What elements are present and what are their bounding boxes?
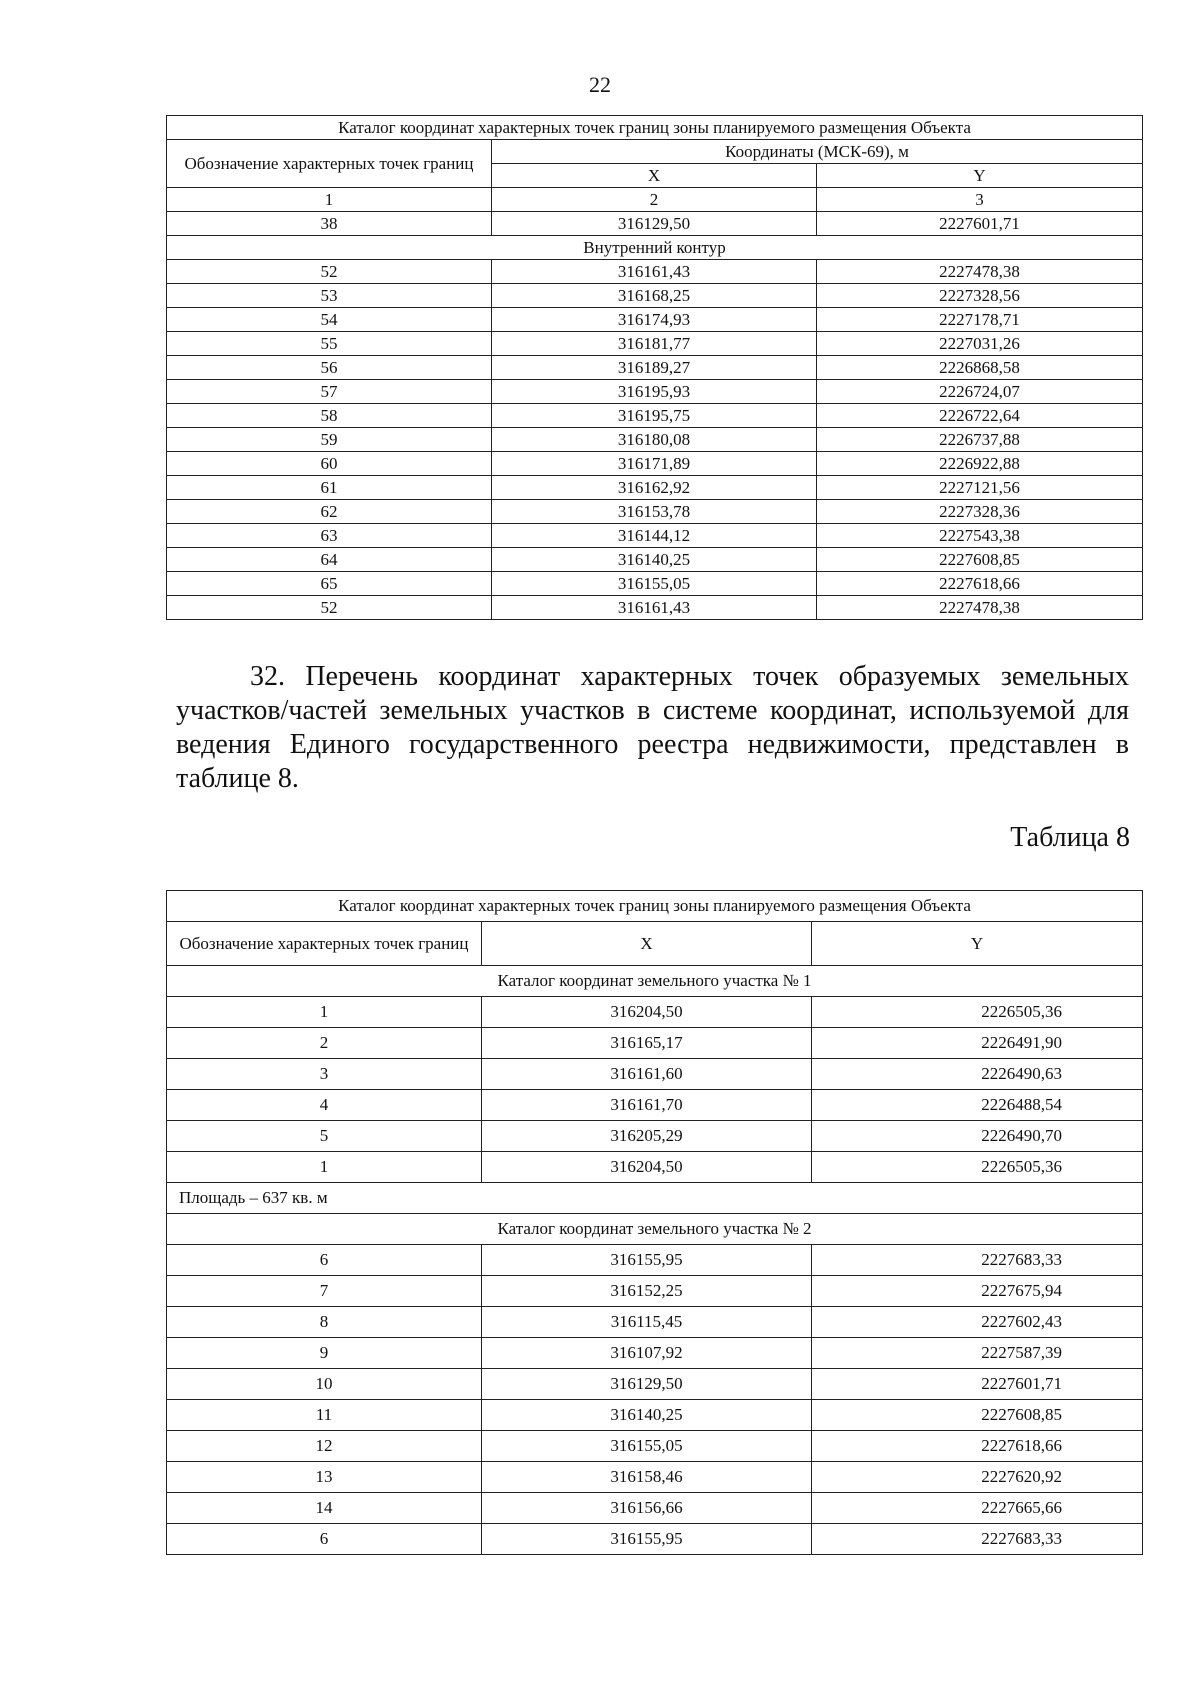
- y-cell: 2226922,88: [817, 452, 1143, 476]
- point-cell: 60: [167, 452, 492, 476]
- x-cell: 316140,25: [492, 548, 817, 572]
- x-cell: 316152,25: [482, 1276, 812, 1307]
- y-cell: 2226505,36: [812, 997, 1143, 1028]
- point-cell: 8: [167, 1307, 482, 1338]
- table-row: [167, 1493, 1143, 1524]
- y-cell: 2227601,71: [812, 1369, 1143, 1400]
- table-row: [167, 596, 1143, 620]
- x-cell: 316162,92: [492, 476, 817, 500]
- point-designation-header: Обозначение характерных точек границ: [167, 922, 482, 966]
- y-cell: 2226490,70: [812, 1121, 1143, 1152]
- x-cell: 316156,66: [482, 1493, 812, 1524]
- header-row: [167, 140, 1143, 164]
- point-cell: 10: [167, 1369, 482, 1400]
- x-cell: 316140,25: [482, 1400, 812, 1431]
- parcel-area: Площадь – 637 кв. м: [167, 1183, 1143, 1214]
- x-cell: 316195,93: [492, 380, 817, 404]
- x-cell: 316205,29: [482, 1121, 812, 1152]
- x-cell: 316195,75: [492, 404, 817, 428]
- table-row: [167, 1059, 1143, 1090]
- parcel-area-row: [167, 1183, 1143, 1214]
- y-cell: 2227602,43: [812, 1307, 1143, 1338]
- y-cell: 2227675,94: [812, 1276, 1143, 1307]
- table-row: [167, 1028, 1143, 1059]
- y-cell: 2227618,66: [817, 572, 1143, 596]
- x-header: X: [482, 922, 812, 966]
- point-cell: 7: [167, 1276, 482, 1307]
- column-number-row: [167, 188, 1143, 212]
- table-row: [167, 997, 1143, 1028]
- y-cell: 2227587,39: [812, 1338, 1143, 1369]
- point-cell: 12: [167, 1431, 482, 1462]
- x-cell: 316161,60: [482, 1059, 812, 1090]
- y-header: Y: [812, 922, 1143, 966]
- y-cell: 2227178,71: [817, 308, 1143, 332]
- point-cell: 59: [167, 428, 492, 452]
- parcel-title: Каталог координат земельного участка № 2: [167, 1214, 1143, 1245]
- table-row: [167, 212, 1143, 236]
- table-row: [167, 1121, 1143, 1152]
- y-cell: 2226488,54: [812, 1090, 1143, 1121]
- point-cell: 52: [167, 260, 492, 284]
- table-row: [167, 1431, 1143, 1462]
- column-number: 2: [492, 188, 817, 212]
- page-number: 22: [589, 72, 611, 97]
- table-row: [167, 524, 1143, 548]
- point-cell: 9: [167, 1338, 482, 1369]
- x-cell: 316161,70: [482, 1090, 812, 1121]
- table-row: [167, 260, 1143, 284]
- table-row: [167, 380, 1143, 404]
- parcel-title-row: [167, 1214, 1143, 1245]
- x-cell: 316129,50: [482, 1369, 812, 1400]
- y-cell: 2227328,56: [817, 284, 1143, 308]
- point-cell: 2: [167, 1028, 482, 1059]
- table-8-label: Таблица 8: [1010, 822, 1130, 853]
- point-cell: 65: [167, 572, 492, 596]
- point-cell: 64: [167, 548, 492, 572]
- x-cell: 316180,08: [492, 428, 817, 452]
- x-cell: 316144,12: [492, 524, 817, 548]
- y-cell: 2227608,85: [817, 548, 1143, 572]
- table-title-row: [167, 891, 1143, 922]
- x-cell: 316165,17: [482, 1028, 812, 1059]
- table-row: [167, 1462, 1143, 1493]
- y-cell: 2227683,33: [812, 1245, 1143, 1276]
- table-row: [167, 1152, 1143, 1183]
- table-row: [167, 1245, 1143, 1276]
- y-cell: 2227618,66: [812, 1431, 1143, 1462]
- y-header: Y: [817, 164, 1143, 188]
- x-cell: 316181,77: [492, 332, 817, 356]
- point-cell: 56: [167, 356, 492, 380]
- point-cell: 54: [167, 308, 492, 332]
- y-cell: 2227601,71: [817, 212, 1143, 236]
- y-cell: 2226737,88: [817, 428, 1143, 452]
- table-row: [167, 356, 1143, 380]
- y-cell: 2227608,85: [812, 1400, 1143, 1431]
- point-cell: 5: [167, 1121, 482, 1152]
- table-row: [167, 500, 1143, 524]
- point-cell: 57: [167, 380, 492, 404]
- point-cell: 11: [167, 1400, 482, 1431]
- y-cell: 2226724,07: [817, 380, 1143, 404]
- parcel-title: Каталог координат земельного участка № 1: [167, 966, 1143, 997]
- x-cell: 316189,27: [492, 356, 817, 380]
- point-cell: 58: [167, 404, 492, 428]
- point-cell: 62: [167, 500, 492, 524]
- coordinates-table-continued: [166, 115, 1143, 620]
- x-cell: 316155,05: [492, 572, 817, 596]
- table-row: [167, 1524, 1143, 1555]
- point-cell: 6: [167, 1245, 482, 1276]
- table-row: [167, 572, 1143, 596]
- table-title: Каталог координат характерных точек границ зоны планируемого размещения Объекта: [167, 891, 1143, 922]
- point-cell: 4: [167, 1090, 482, 1121]
- table-row: [167, 404, 1143, 428]
- column-number: 1: [167, 188, 492, 212]
- point-cell: 1: [167, 1152, 482, 1183]
- x-cell: 316174,93: [492, 308, 817, 332]
- x-cell: 316204,50: [482, 1152, 812, 1183]
- paragraph-32: [176, 660, 1129, 796]
- paragraph-text: 32. Перечень координат характерных точек образуемых земельных участков/частей земельных участков в системе координат, используемой для ведения Единого государственного реестра недвижимости, представлен в таблице 8.: [176, 661, 1129, 794]
- point-cell: 55: [167, 332, 492, 356]
- table-row: [167, 428, 1143, 452]
- table-title: Каталог координат характерных точек границ зоны планируемого размещения Объекта: [167, 116, 1143, 140]
- x-cell: 316168,25: [492, 284, 817, 308]
- y-cell: 2226491,90: [812, 1028, 1143, 1059]
- table-row: [167, 332, 1143, 356]
- table-row: [167, 1090, 1143, 1121]
- table-8: [166, 890, 1143, 1555]
- point-cell: 1: [167, 997, 482, 1028]
- table-row: [167, 1307, 1143, 1338]
- x-cell: 316155,95: [482, 1524, 812, 1555]
- parcel-title-row: [167, 966, 1143, 997]
- y-cell: 2227683,33: [812, 1524, 1143, 1555]
- x-cell: 316158,46: [482, 1462, 812, 1493]
- point-cell: 3: [167, 1059, 482, 1090]
- y-cell: 2227620,92: [812, 1462, 1143, 1493]
- x-cell: 316161,43: [492, 596, 817, 620]
- table-row: [167, 452, 1143, 476]
- table-row: [167, 284, 1143, 308]
- point-cell: 63: [167, 524, 492, 548]
- y-cell: 2227328,36: [817, 500, 1143, 524]
- point-cell: 52: [167, 596, 492, 620]
- y-cell: 2227031,26: [817, 332, 1143, 356]
- x-cell: 316153,78: [492, 500, 817, 524]
- coordinates-header: Координаты (МСК-69), м: [492, 140, 1143, 164]
- x-cell: 316155,05: [482, 1431, 812, 1462]
- x-cell: 316171,89: [492, 452, 817, 476]
- header-row: [167, 922, 1143, 966]
- inner-contour-label-row: [167, 236, 1143, 260]
- point-designation-header: Обозначение характерных точек границ: [167, 140, 492, 188]
- x-cell: 316129,50: [492, 212, 817, 236]
- x-cell: 316107,92: [482, 1338, 812, 1369]
- x-cell: 316161,43: [492, 260, 817, 284]
- y-cell: 2227665,66: [812, 1493, 1143, 1524]
- y-cell: 2226505,36: [812, 1152, 1143, 1183]
- table-row: [167, 1400, 1143, 1431]
- y-cell: 2227478,38: [817, 260, 1143, 284]
- y-cell: 2226490,63: [812, 1059, 1143, 1090]
- point-cell: 13: [167, 1462, 482, 1493]
- table-title-row: [167, 116, 1143, 140]
- x-cell: 316115,45: [482, 1307, 812, 1338]
- table-row: [167, 1276, 1143, 1307]
- point-cell: 38: [167, 212, 492, 236]
- y-cell: 2227543,38: [817, 524, 1143, 548]
- y-cell: 2227478,38: [817, 596, 1143, 620]
- y-cell: 2227121,56: [817, 476, 1143, 500]
- x-header: X: [492, 164, 817, 188]
- point-cell: 14: [167, 1493, 482, 1524]
- table-row: [167, 548, 1143, 572]
- point-cell: 61: [167, 476, 492, 500]
- y-cell: 2226868,58: [817, 356, 1143, 380]
- table-row: [167, 308, 1143, 332]
- x-cell: 316204,50: [482, 997, 812, 1028]
- point-cell: 53: [167, 284, 492, 308]
- table-row: [167, 1338, 1143, 1369]
- column-number: 3: [817, 188, 1143, 212]
- x-cell: 316155,95: [482, 1245, 812, 1276]
- point-cell: 6: [167, 1524, 482, 1555]
- table-row: [167, 1369, 1143, 1400]
- y-cell: 2226722,64: [817, 404, 1143, 428]
- inner-contour-label: Внутренний контур: [167, 236, 1143, 260]
- table-row: [167, 476, 1143, 500]
